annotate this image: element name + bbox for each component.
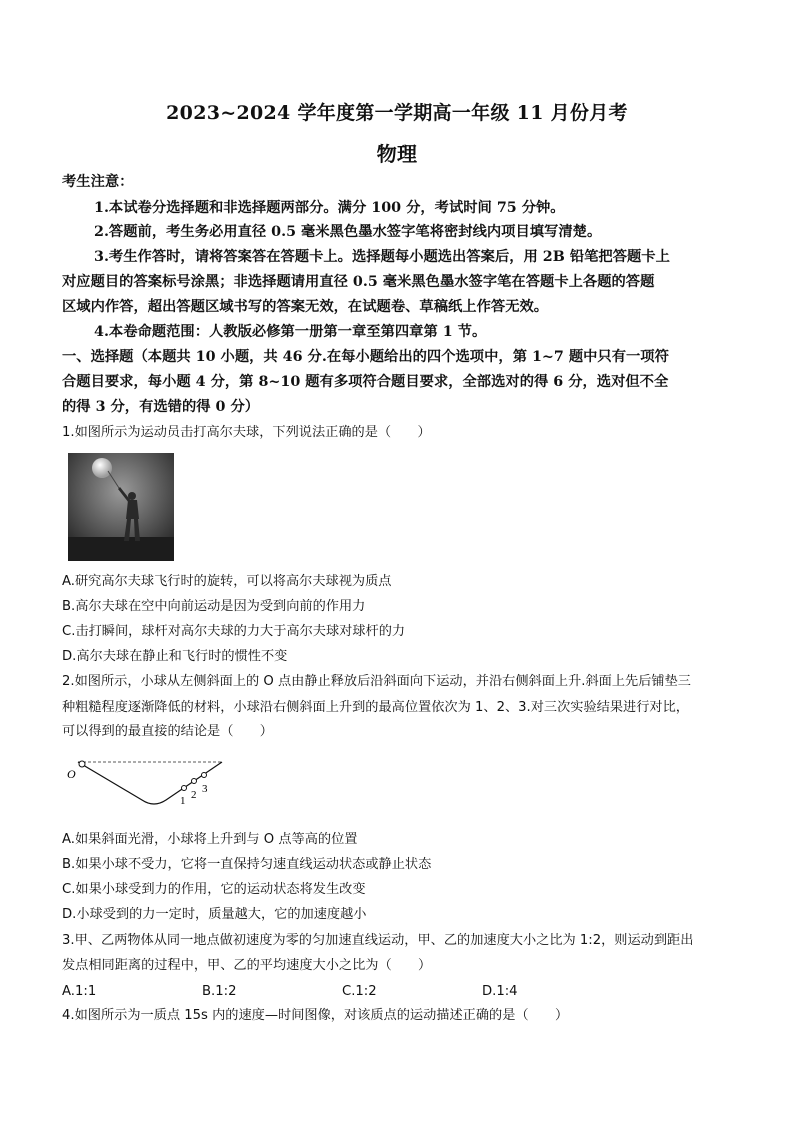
q2-option-b: B.如果小球不受力，它将一直保持匀速直线运动状态或静止状态 <box>62 857 432 872</box>
question-3-stem: 3.甲、乙两物体从同一地点做初速度为零的匀加速直线运动，甲、乙的加速度大小之比为 1:2，则运动到距出 <box>62 933 694 948</box>
section-header: 的得 3 分，有选错的得 0 分） <box>62 399 260 415</box>
golf-photo <box>68 453 174 561</box>
exam-title: 2023~2024 学年度第一学期高一年级 11 月份月考 <box>166 102 628 124</box>
q3-option-b: B.1:2 <box>202 984 237 999</box>
question-2-stem: 2.如图所示，小球从左侧斜面上的 O 点由静止释放后沿斜面向下运动，并沿右侧斜面上升.斜面上先后铺垫三 <box>62 674 691 689</box>
section-header: 合题目要求，每小题 4 分，第 8~10 题有多项符合题目要求，全部选对的得 6 分，选对但不全 <box>62 374 669 390</box>
subject-title: 物理 <box>376 142 418 166</box>
mark-2-label: 2 <box>191 789 197 801</box>
mark-1-label: 1 <box>180 795 186 807</box>
q2-option-a: A.如果斜面光滑，小球将上升到与 O 点等高的位置 <box>62 832 358 847</box>
incline-diagram <box>64 752 232 814</box>
question-2-stem: 种粗糙程度逐渐降低的材料，小球沿右侧斜面上升到的最高位置依次为 1、2、3.对三次实验结果进行对比， <box>62 700 689 715</box>
q1-option-c: C.击打瞬间，球杆对高尔夫球的力大于高尔夫球对球杆的力 <box>62 624 406 639</box>
notice-item: 2.答题前，考生务必用直径 0.5 毫米黑色墨水签字笔将密封线内项目填写清楚。 <box>94 224 602 240</box>
mark-3-label: 3 <box>202 783 208 795</box>
q1-option-b: B.高尔夫球在空中向前运动是因为受到向前的作用力 <box>62 599 366 614</box>
notice-item: 3.考生作答时，请将答案答在答题卡上。选择题每小题选出答案后，用 2B 铅笔把答题卡上 <box>94 249 670 265</box>
q3-option-d: D.1:4 <box>482 984 518 999</box>
question-4-stem: 4.如图所示为一质点 15s 内的速度—时间图像，对该质点的运动描述正确的是（ ） <box>62 1008 569 1023</box>
q2-option-d: D.小球受到的力一定时，质量越大，它的加速度越小 <box>62 907 367 922</box>
question-3-stem: 发点相同距离的过程中，甲、乙的平均速度大小之比为（ ） <box>62 958 432 973</box>
q3-option-a: A.1:1 <box>62 984 97 999</box>
notice-item: 4.本卷命题范围：人教版必修第一册第一章至第四章第 1 节。 <box>94 324 487 340</box>
q2-option-c: C.如果小球受到力的作用，它的运动状态将发生改变 <box>62 882 366 897</box>
notice-item: 对应题目的答案标号涂黑；非选择题请用直径 0.5 毫米黑色墨水签字笔在答题卡上各题的答题 <box>62 274 655 290</box>
point-o-label: O <box>67 767 76 781</box>
question-1-stem: 1.如图所示为运动员击打高尔夫球，下列说法正确的是（ ） <box>62 425 431 440</box>
q3-option-c: C.1:2 <box>342 984 377 999</box>
notice-item: 区域内作答，超出答题区域书写的答案无效，在试题卷、草稿纸上作答无效。 <box>62 299 549 315</box>
q1-option-a: A.研究高尔夫球飞行时的旋转，可以将高尔夫球视为质点 <box>62 574 392 589</box>
notice-item: 1.本试卷分选择题和非选择题两部分。满分 100 分，考试时间 75 分钟。 <box>94 200 565 216</box>
section-header: 一、选择题（本题共 10 小题，共 46 分.在每小题给出的四个选项中，第 1~7 题中只有一项符 <box>62 349 669 365</box>
question-2-stem: 可以得到的最直接的结论是（ ） <box>62 724 273 739</box>
q1-option-d: D.高尔夫球在静止和飞行时的惯性不变 <box>62 649 288 664</box>
notice-heading: 考生注意： <box>62 174 134 190</box>
